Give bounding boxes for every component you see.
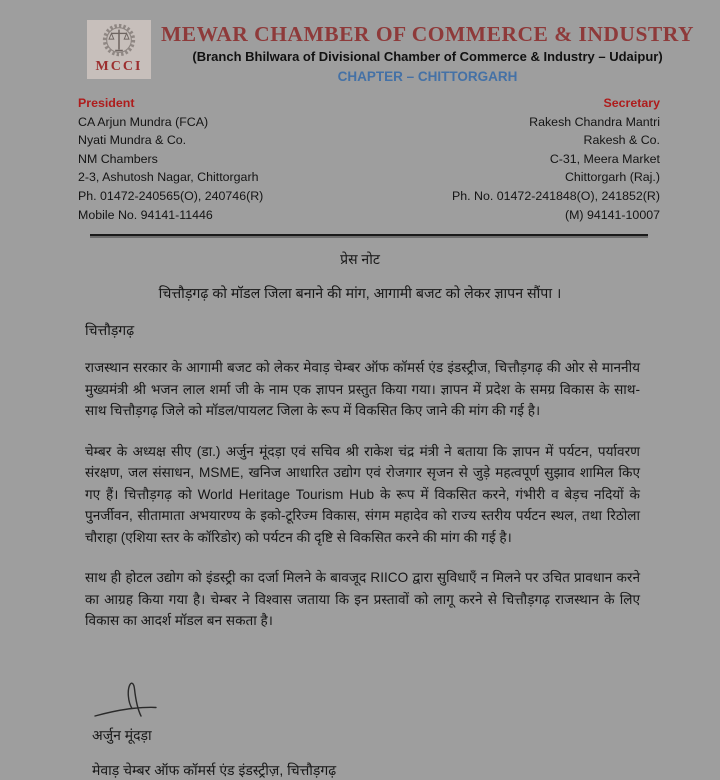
- president-line: Mobile No. 94141-11446: [78, 207, 213, 222]
- headline: चित्तौड़गढ़ को मॉडल जिला बनाने की मांग, आगामी बजट को लेकर ज्ञापन सौंपा ।: [158, 286, 562, 303]
- secretary-line: (M) 94141-10007: [564, 207, 660, 222]
- contact-blocks: [0, 86, 720, 224]
- president-line: Nyati Mundra & Co.: [78, 133, 187, 148]
- header-text: [151, 20, 694, 86]
- org-subtitle: (Branch Bhilwara of Divisional Chamber of Commerce & Industry – Udaipur): [192, 49, 663, 64]
- secretary-line: Ph. No. 01472-241848(O), 241852(R): [451, 188, 660, 203]
- secretary-line: Chittorgarh (Raj.): [564, 170, 660, 185]
- dateline: चित्तौड़गढ़: [85, 322, 135, 339]
- president-line: CA Arjun Mundra (FCA): [78, 114, 209, 129]
- secretary-line: Rakesh & Co.: [583, 133, 660, 148]
- paragraph-1: राजस्थान सरकार के आगामी बजट को लेकर मेवाड़ चेम्बर ऑफ कॉमर्स एंड इंडस्ट्रीज, चित्तौड़गढ़ की ओर से माननीय मुख्यमंत्री श्री भजन लाल शर्मा जी के नाम एक ज्ञापन प्रस्तुत किया गया। ज्ञापन में प्रदेश के समग्र विकास के साथ-साथ चित्तौड़गढ़ जिले को मॉडल/पायलट जिला के रूप में विकसित किए जाने की मांग की गई है।: [85, 360, 640, 419]
- secretary-block: [452, 94, 660, 224]
- president-line: Ph. 01472-240565(O), 240746(R): [78, 188, 264, 203]
- press-note-label: प्रेस नोट: [340, 251, 380, 268]
- mcci-logo: [87, 20, 151, 79]
- secretary-line: C-31, Meera Market: [549, 151, 660, 166]
- org-title: MEWAR CHAMBER OF COMMERCE & INDUSTRY: [161, 22, 695, 46]
- signature-stroke: [92, 680, 162, 722]
- secretary-heading: Secretary: [603, 96, 660, 110]
- president-line: NM Chambers: [78, 151, 158, 166]
- paragraph-2: चेम्बर के अध्यक्ष सीए (डा.) अर्जुन मूंदड़ा एवं सचिव श्री राकेश चंद्र मंत्री ने बताया कि ज्ञापन में पर्यटन, पर्यावरण संरक्षण, जल संसाधन, MSME, खनिज आधारित उद्योग एवं रोजगार सृजन से जुड़े महत्वपूर्ण सुझाव शामिल किए गए हैं। चित्तौड़गढ़ को World Heritage Tourism Hub के रूप में विकसित करने, गंभीरी व बेड़च नदियों के पुनर्जीवन, सीतामाता अभयारण्य के इको-टूरिज्म विकास, संगम महादेव को राज्य स्तरीय पर्यटन स्थल, तथा रिठोला चौराहा (एशिया स्तर के कॉरिडोर) को पर्यटन की दृष्टि से विकसित करने की मांग की गई है।: [85, 443, 640, 545]
- paragraph-3: साथ ही होटल उद्योग को इंडस्ट्री का दर्जा मिलने के बावजूद RIICO द्वारा सुविधाएँ न मिलने पर उचित प्रावधान करने का आग्रह किया गया है। चेम्बर ने विश्वास जताया कि इन प्रस्तावों को लागू करने से चित्तौड़गढ़ राजस्थान के लिए विकास का आदर्श मॉडल बन सकता है।: [85, 570, 640, 629]
- horizontal-rule: [90, 234, 648, 236]
- letter-body: [0, 250, 720, 780]
- org-chapter: CHAPTER – CHITTORGARH: [337, 69, 518, 84]
- president-heading: President: [78, 96, 135, 110]
- signatory-name: अर्जुन मूंदड़ा: [92, 726, 152, 743]
- letterhead: [0, 0, 720, 86]
- president-block: [78, 94, 263, 224]
- president-line: 2-3, Ashutosh Nagar, Chittorgarh: [78, 170, 259, 185]
- handwritten-signature: [92, 680, 162, 722]
- gear-and-scales-icon: [100, 22, 138, 60]
- signatory-organisation: मेवाड़ चेम्बर ऑफ कॉमर्स एंड इंडस्ट्रीज़, चित्तौड़गढ़: [92, 761, 337, 778]
- secretary-line: Rakesh Chandra Mantri: [529, 114, 660, 129]
- logo-acronym: MCCI: [95, 59, 143, 74]
